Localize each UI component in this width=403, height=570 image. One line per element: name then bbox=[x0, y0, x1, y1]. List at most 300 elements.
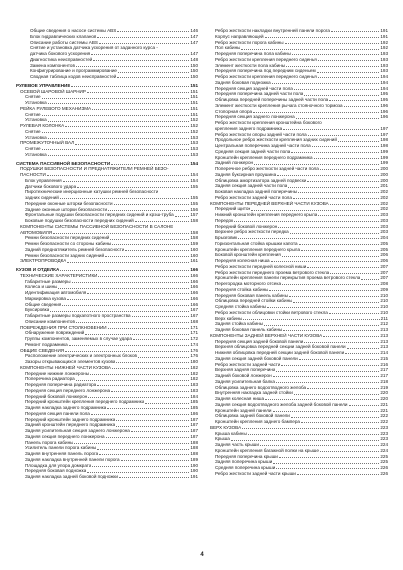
toc-entry-title: Верх кабины bbox=[215, 315, 243, 321]
toc-entry-title: Стопорная опора bbox=[215, 108, 253, 114]
toc-entry-title: Передняя поперечина пола кабины bbox=[215, 51, 291, 56]
toc-page-number: 217 bbox=[380, 373, 388, 378]
toc-page-number: 166 bbox=[190, 278, 198, 284]
toc-dot-leader bbox=[77, 187, 189, 188]
toc-page-number: 226 bbox=[380, 465, 388, 470]
toc-dot-leader bbox=[304, 95, 379, 96]
toc-dot-leader bbox=[99, 454, 189, 455]
toc-entry-title: Передняя поперечина задней части пола bbox=[215, 91, 304, 97]
toc-dot-leader bbox=[114, 204, 190, 205]
toc-page-number: 197 bbox=[380, 125, 388, 131]
toc-dot-leader bbox=[145, 403, 189, 404]
toc-page-number: 195 bbox=[380, 91, 388, 97]
toc-entry-title: Передняя поперечина под передним сиденьем bbox=[215, 68, 316, 74]
toc-page-number: 199 bbox=[380, 160, 388, 166]
toc-dot-leader bbox=[248, 434, 380, 435]
toc-page-number: 158 bbox=[190, 218, 198, 223]
toc-entry-title: АВТОМОБИЛЯ bbox=[20, 229, 53, 235]
toc-entry-title: Верхнее ребро жесткости передка bbox=[215, 229, 289, 235]
toc-dot-leader bbox=[90, 374, 189, 375]
toc-dot-leader bbox=[71, 86, 189, 87]
toc-page-number: 223 bbox=[380, 430, 388, 436]
toc-entry-title: Ремни безопасности задних сидений bbox=[25, 252, 105, 258]
toc-entry-title: Габаритные размеры bbox=[25, 278, 71, 284]
toc-page-number: 196 bbox=[380, 114, 388, 120]
toc-dot-leader bbox=[116, 420, 189, 421]
toc-dot-leader bbox=[276, 468, 379, 469]
toc-entry-title: Элемент жесткости пола кабины bbox=[215, 62, 286, 68]
toc-page-number: 202 bbox=[380, 194, 388, 200]
toc-page-number: 171 bbox=[190, 330, 198, 336]
toc-entry-title: Задняя внутренняя панель порога bbox=[25, 451, 99, 456]
toc-dot-leader bbox=[272, 83, 380, 84]
toc-page-number: 152 bbox=[190, 117, 198, 123]
toc-dot-leader bbox=[276, 382, 379, 383]
toc-dot-leader bbox=[265, 37, 380, 38]
toc-dot-leader bbox=[175, 216, 190, 217]
toc-dot-leader bbox=[349, 405, 380, 406]
toc-entry-title: Кронштейн крепления панели перекрытия проема ветрового стекла bbox=[215, 275, 361, 281]
toc-entry-title: Задняя боковая панель кабины bbox=[215, 327, 283, 332]
toc-page-number: 187 bbox=[190, 433, 198, 439]
toc-page-number: 151 bbox=[190, 82, 198, 88]
toc-entry-title: Задняя часть крыши bbox=[215, 442, 259, 447]
toc-entry-title: Кронштейн крепления переднего подрамника bbox=[215, 154, 313, 160]
toc-dot-leader bbox=[69, 345, 190, 346]
toc-entry-title: Передняя секция задней части пола bbox=[215, 85, 293, 91]
toc-page-number: 190 bbox=[190, 468, 198, 474]
toc-entry-title: Ребро жесткости крепления переднего сиденья bbox=[215, 56, 317, 62]
toc-entry-title: Усилитель панели порога кабины bbox=[25, 445, 97, 451]
toc-dot-leader bbox=[48, 121, 190, 122]
toc-page-number: 176 bbox=[190, 347, 198, 353]
toc-entry-title: Облицовка амортизатора задней подвески bbox=[215, 177, 307, 183]
toc-page-number: 187 bbox=[190, 428, 198, 433]
toc-entry-title: Кронштейн крепления багажной полки на крыше bbox=[215, 447, 319, 453]
toc-dot-leader bbox=[291, 417, 379, 418]
page-number: 4 bbox=[200, 552, 204, 558]
toc-entry-title: Передняя секция переднего лонжерона bbox=[25, 387, 111, 393]
toc-dot-leader bbox=[289, 296, 379, 297]
toc-entry-title: Крыша bbox=[215, 436, 230, 442]
toc-dot-leader bbox=[91, 414, 189, 415]
toc-page-number: 192 bbox=[380, 39, 388, 45]
toc-dot-leader bbox=[251, 210, 379, 211]
toc-dot-leader bbox=[63, 181, 190, 182]
toc-entry-title: Ребро жесткости крепления переднего сиденья bbox=[215, 74, 317, 79]
toc-dot-leader bbox=[260, 445, 379, 446]
toc-page-number: 185 bbox=[190, 405, 198, 410]
toc-entry-title: КОМПОНЕНТЫ НИЖНЕЙ ЧАСТИ КУЗОВА bbox=[20, 364, 111, 370]
toc-page-number: 223 bbox=[380, 436, 388, 442]
toc-entry-title: Идентификация автомобиля bbox=[25, 290, 87, 295]
toc-dot-leader bbox=[91, 54, 189, 55]
toc-page-number: 158 bbox=[190, 229, 198, 235]
toc-dot-leader bbox=[105, 256, 189, 257]
toc-page-number: 194 bbox=[380, 74, 388, 79]
toc-dot-leader bbox=[53, 233, 189, 234]
toc-dot-leader bbox=[285, 43, 380, 44]
toc-page-number: 193 bbox=[380, 68, 388, 74]
toc-page-number: 187 bbox=[190, 416, 198, 422]
toc-entry-title: Средняя поперечина крыши bbox=[215, 465, 276, 470]
toc-dot-leader bbox=[238, 238, 379, 239]
toc-dot-leader bbox=[290, 233, 380, 234]
toc-dot-leader bbox=[106, 437, 190, 438]
toc-entry-title: ВЕРХ КУЗОВА bbox=[210, 424, 242, 430]
toc-dot-leader bbox=[108, 328, 190, 329]
toc-entry-title: Боковые подушки безопасности передних сидений bbox=[25, 218, 134, 223]
toc-dot-leader bbox=[97, 385, 189, 386]
toc-entry-title: Датчики бокового удара bbox=[25, 183, 77, 189]
toc-page-number: 160 bbox=[190, 246, 198, 252]
toc-page-number: 188 bbox=[190, 445, 198, 451]
toc-dot-leader bbox=[135, 221, 190, 222]
toc-page-number: 214 bbox=[380, 350, 388, 355]
toc-page-number: 220 bbox=[380, 396, 388, 401]
toc-entry-title: Элемент жесткости крепления рычага стояночного тормоза bbox=[215, 102, 343, 108]
toc-dot-leader bbox=[42, 149, 190, 150]
toc-page-number: 207 bbox=[380, 263, 388, 269]
toc-page-number: 155 bbox=[190, 195, 198, 200]
toc-dot-leader bbox=[293, 198, 379, 199]
toc-entry-title: Снятие и установка датчика ускорения от заданного курса - bbox=[30, 45, 158, 51]
toc-page-number: 193 bbox=[380, 56, 388, 62]
toc-dot-leader bbox=[345, 353, 379, 354]
toc-page-number: 213 bbox=[380, 338, 388, 344]
toc-entry-title: Снятие bbox=[25, 128, 41, 134]
toc-page-number: 219 bbox=[380, 384, 388, 390]
toc-dot-leader bbox=[329, 100, 379, 101]
toc-dot-leader bbox=[93, 60, 189, 61]
toc-dot-leader bbox=[88, 397, 189, 398]
toc-page-number: 180 bbox=[190, 359, 198, 364]
toc-dot-leader bbox=[320, 169, 380, 170]
toc-page-number: 217 bbox=[380, 367, 388, 373]
toc-dot-leader bbox=[76, 322, 189, 323]
toc-entry-title: Облицовка задней боковой панели bbox=[215, 413, 290, 419]
toc-dot-leader bbox=[296, 118, 380, 119]
toc-dot-leader bbox=[301, 250, 379, 251]
toc-dot-leader bbox=[110, 239, 189, 240]
toc-dot-leader bbox=[314, 158, 380, 159]
toc-dot-leader bbox=[87, 92, 189, 93]
toc-page-number: 203 bbox=[380, 229, 388, 235]
toc-entry-title: Передний щиток bbox=[215, 206, 251, 212]
toc-entry-title: Ребро жесткости задней части bbox=[215, 361, 281, 367]
toc-page-number: 192 bbox=[380, 45, 388, 51]
toc-entry-title: Общие сведения bbox=[25, 301, 62, 307]
toc-page-number: 159 bbox=[190, 241, 198, 246]
toc-page-number: 185 bbox=[190, 399, 198, 405]
toc-page-number: 222 bbox=[380, 419, 388, 424]
toc-page-number: 193 bbox=[380, 51, 388, 56]
toc-page-number: 191 bbox=[380, 33, 388, 39]
toc-entry-title: Установка bbox=[25, 151, 47, 157]
toc-page-number: 213 bbox=[380, 344, 388, 350]
toc-page-number: 150 bbox=[190, 68, 198, 74]
toc-page-number: 154 bbox=[190, 172, 198, 177]
toc-page-number: 167 bbox=[190, 313, 198, 318]
toc-dot-leader bbox=[111, 164, 189, 165]
toc-page-number: 161 bbox=[190, 258, 198, 264]
toc-entry-title: Расположение электрических и электронных блоков bbox=[25, 353, 137, 359]
toc-entry-title: Передние нижние лонжероны bbox=[25, 370, 89, 376]
toc-entry-title: Ребро жесткости опоры задней части пола bbox=[215, 131, 307, 137]
toc-page-number: 216 bbox=[380, 361, 388, 367]
toc-page-number: 213 bbox=[380, 327, 388, 332]
toc-entry-title: Кронштейн крепления переднего крыла bbox=[215, 246, 301, 252]
toc-entry-title: Кронштейн крепления заднего бампера bbox=[215, 419, 300, 424]
toc-page-number: 186 bbox=[190, 410, 198, 416]
toc-dot-leader bbox=[125, 250, 189, 251]
toc-entry-title: Задняя секция переднего лонжерона bbox=[25, 433, 105, 439]
toc-entry-title: Передок bbox=[215, 217, 234, 223]
toc-dot-leader bbox=[323, 336, 379, 337]
toc-page-number: 182 bbox=[190, 376, 198, 382]
toc-dot-leader bbox=[92, 466, 189, 467]
toc-dot-leader bbox=[87, 293, 189, 294]
toc-entry-title: Перегородка моторного отсека bbox=[215, 281, 282, 286]
toc-dot-leader bbox=[117, 77, 189, 78]
toc-page-number: 194 bbox=[380, 85, 388, 91]
toc-dot-leader bbox=[330, 273, 379, 274]
toc-dot-leader bbox=[99, 43, 189, 44]
toc-entry-title: Ребро жесткости порога кабины bbox=[215, 39, 284, 45]
toc-page-number: 224 bbox=[380, 442, 388, 447]
toc-dot-leader bbox=[65, 126, 189, 127]
toc-page-number: 188 bbox=[190, 439, 198, 445]
toc-page-number: 212 bbox=[380, 321, 388, 327]
toc-entry-title: Снятие bbox=[25, 94, 41, 100]
toc-entry-title: Фронтальные подушки безопасности передних сидений и крэш-труба bbox=[25, 212, 174, 218]
toc-dot-leader bbox=[307, 388, 379, 389]
toc-entry-title: Центральная поперечина задней части пола bbox=[215, 143, 311, 148]
toc-entry-title: Снятие bbox=[25, 146, 41, 151]
toc-entry-title: Конфигурирование и программирование bbox=[30, 68, 117, 74]
toc-dot-leader bbox=[273, 376, 380, 377]
toc-page-number: 203 bbox=[380, 217, 388, 223]
toc-entry-title: Передний кронштейн заднего подрамника bbox=[25, 416, 116, 422]
toc-entry-title: Ребро жесткости накладки внутренней панели порога bbox=[215, 28, 330, 33]
toc-entry-title: Нижняя облицовка передней секции задней боковой панели bbox=[215, 350, 345, 355]
toc-entry-title: КОМПОНЕНТЫ ПЕРЕДНЕЙ ВЕРХНЕЙ ЧАСТИ КУЗОВА bbox=[210, 200, 329, 206]
toc-dot-leader bbox=[132, 316, 190, 317]
toc-dot-leader bbox=[118, 72, 189, 73]
toc-dot-leader bbox=[48, 155, 190, 156]
toc-dot-leader bbox=[92, 109, 189, 110]
toc-page-number: 196 bbox=[380, 108, 388, 114]
toc-dot-leader bbox=[264, 325, 379, 326]
toc-page-number: 151 bbox=[190, 100, 198, 105]
toc-page-number: 209 bbox=[380, 286, 388, 292]
toc-entry-title: Облицовка передней поперечины задней части пола bbox=[215, 97, 329, 102]
toc-page-number: 200 bbox=[380, 177, 388, 183]
toc-entry-title: Передняя боковая подножка bbox=[25, 468, 87, 474]
toc-entry-title: Описание компонентов bbox=[25, 318, 75, 324]
toc-page-number: 207 bbox=[380, 275, 388, 281]
toc-entry-title: КОМПОНЕНТЫ СИСТЕМЫ ПАССИВНОЙ БЕЗОПАСНОСТИ В САЛОНЕ bbox=[20, 223, 174, 229]
toc-page-number: 222 bbox=[380, 413, 388, 419]
toc-dot-leader bbox=[67, 299, 189, 300]
toc-entry-title: Боковая накладка задней поперечины bbox=[215, 189, 298, 194]
toc-dot-leader bbox=[286, 66, 379, 67]
toc-dot-leader bbox=[87, 472, 189, 473]
toc-entry-title: Задний преднатяжитель ремней безопасности bbox=[25, 246, 125, 252]
toc-dot-leader bbox=[304, 342, 379, 343]
toc-entry-title: Облицовка заднего водоотводного желоба bbox=[215, 384, 307, 390]
toc-page-number: 152 bbox=[190, 123, 198, 128]
toc-entry-title: Буксировка bbox=[25, 307, 50, 313]
toc-page-number: 166 bbox=[190, 301, 198, 307]
toc-entry-title: Ребро жесткости задней части крыши bbox=[215, 470, 296, 476]
toc-page-number: 225 bbox=[380, 453, 388, 459]
toc-page-number: 198 bbox=[380, 143, 388, 148]
toc-page-number: 210 bbox=[380, 292, 388, 298]
toc-entry-title: Боковой кронштейн крепления bbox=[215, 252, 281, 258]
toc-entry-title: Средняя стойка кабины bbox=[215, 304, 266, 309]
toc-page-number: 221 bbox=[380, 401, 388, 407]
toc-dot-leader bbox=[273, 411, 380, 412]
toc-entry-title: Общие сведения о насосе системы ABS bbox=[30, 28, 117, 33]
toc-entry-title: Передняя боковая панель кабины bbox=[215, 292, 288, 298]
toc-entry-title: Брызговик bbox=[215, 235, 238, 240]
toc-page-number: 193 bbox=[380, 62, 388, 68]
toc-dot-leader bbox=[320, 451, 379, 452]
toc-dot-leader bbox=[299, 244, 380, 245]
toc-page-number: 187 bbox=[190, 422, 198, 428]
toc-page-number: 150 bbox=[190, 62, 198, 68]
toc-page-number: 194 bbox=[380, 79, 388, 85]
toc-dot-leader bbox=[74, 443, 189, 444]
toc-entry-title: Передняя секция заднего лонжерона bbox=[215, 114, 295, 120]
toc-page-number: 223 bbox=[380, 424, 388, 430]
toc-page-number: 154 bbox=[190, 160, 198, 166]
toc-dot-leader bbox=[269, 290, 379, 291]
toc-dot-leader bbox=[241, 49, 379, 50]
toc-page-number: 147 bbox=[190, 51, 198, 56]
toc-page-number: 221 bbox=[380, 407, 388, 413]
toc-entry-title: Верхняя облицовка передней секции задней боковой панели bbox=[215, 344, 346, 350]
toc-dot-leader bbox=[288, 187, 379, 188]
toc-page-number: 153 bbox=[190, 140, 198, 146]
toc-entry-title: Задняя усилительная балка bbox=[215, 378, 275, 384]
toc-entry-title: Облицовка передней стойки кабины bbox=[215, 298, 293, 304]
toc-entry-title: Поперечина радиатора bbox=[25, 376, 75, 382]
toc-entry-title: Кронштейн задней панели bbox=[215, 407, 272, 413]
toc-page-number: 203 bbox=[380, 223, 388, 229]
toc-entry-title: Установка bbox=[25, 134, 47, 140]
toc-entry-title: ЭЛЕКТРОПРОВОДКА bbox=[20, 258, 67, 264]
toc-page-number: 183 bbox=[190, 387, 198, 393]
toc-page-number: 171 bbox=[190, 324, 198, 330]
toc-page-number: 160 bbox=[190, 252, 198, 258]
toc-dot-leader bbox=[138, 357, 189, 358]
toc-dot-leader bbox=[60, 198, 190, 199]
toc-page-number: 150 bbox=[190, 74, 198, 79]
toc-entry-title: Пол кабины bbox=[215, 45, 241, 51]
toc-entry-title: Верхняя задняя поперечина bbox=[215, 367, 276, 373]
toc-page-number: 156 bbox=[190, 206, 198, 212]
toc-page-number: 205 bbox=[380, 246, 388, 252]
toc-entry-title: СИСТЕМА ПАССИВНОЙ БЕЗОПАСНОСТИ bbox=[16, 160, 111, 166]
toc-entry bbox=[206, 471, 388, 477]
toc-dot-leader bbox=[291, 152, 379, 153]
toc-page-number: 213 bbox=[380, 332, 388, 338]
toc-dot-leader bbox=[112, 244, 189, 245]
toc-dot-leader bbox=[277, 175, 379, 176]
toc-entry-title: Поперечное ребро жесткости задней части пола bbox=[215, 166, 319, 171]
toc-entry-title: Описание работы системы ABS bbox=[30, 39, 98, 45]
toc-page-number: 195 bbox=[380, 97, 388, 102]
toc-entry-title: ТЕХНИЧЕСКИЕ ХАРАКТЕРИСТИКИ bbox=[20, 272, 98, 278]
toc-entry-title: Ребро жесткости передней колесной ниши bbox=[215, 263, 307, 269]
toc-dot-leader bbox=[107, 408, 189, 409]
toc-entry-title: задних сидений bbox=[25, 195, 59, 200]
toc-dot-leader bbox=[338, 141, 379, 142]
toc-entry-title: Замена компонентов bbox=[30, 62, 75, 68]
toc-entry-title: Задняя поперечина крыши bbox=[215, 459, 273, 465]
toc-page-number: 158 bbox=[190, 235, 198, 241]
toc-dot-leader bbox=[133, 339, 189, 340]
toc-page-number: 146 bbox=[190, 28, 198, 33]
toc-dot-leader bbox=[58, 288, 189, 289]
toc-dot-leader bbox=[294, 89, 380, 90]
toc-entry-title: ОБЩИЕ СВЕДЕНИЯ bbox=[20, 347, 65, 353]
toc-page-number: 166 bbox=[190, 290, 198, 295]
toc-entry-title: Горизонтальная стойка крышки капота bbox=[215, 240, 298, 246]
toc-dot-leader bbox=[97, 37, 189, 38]
toc-entry-title: РУЛЕВАЯ КОЛОНКА bbox=[20, 123, 65, 128]
toc-page-number: 207 bbox=[380, 269, 388, 275]
toc-dot-leader bbox=[330, 204, 380, 205]
toc-page-number: 203 bbox=[380, 212, 388, 217]
toc-page-number: 224 bbox=[380, 447, 388, 453]
toc-entry-title: Ребро жесткости облицовки стойки ветрового стекла bbox=[215, 309, 328, 315]
toc-dot-leader bbox=[344, 106, 380, 107]
toc-dot-leader bbox=[271, 261, 380, 262]
toc-entry-title: ПОВРЕЖДЕНИЯ ПРИ СТОЛКНОВЕНИИ bbox=[20, 324, 107, 330]
toc-entry-title: Ремонт подрамника bbox=[25, 341, 68, 347]
toc-dot-leader bbox=[267, 307, 379, 308]
toc-page-number: 147 bbox=[190, 33, 198, 39]
toc-entry-title: Передние оконные шторки безопасности bbox=[25, 200, 113, 206]
toc-dot-leader bbox=[131, 431, 189, 432]
toc-dot-leader bbox=[116, 362, 189, 363]
toc-dot-leader bbox=[98, 276, 189, 277]
toc-dot-leader bbox=[298, 192, 379, 193]
toc-entry-title: Ремни безопасности со стороны кабины bbox=[25, 241, 112, 246]
toc-dot-leader bbox=[282, 256, 380, 257]
toc-entry-title: Задний лонжерон bbox=[215, 160, 254, 166]
toc-dot-leader bbox=[42, 98, 190, 99]
toc-page-number: 151 bbox=[190, 111, 198, 117]
toc-dot-leader bbox=[293, 302, 379, 303]
toc-page-number: 176 bbox=[190, 353, 198, 359]
toc-entry-title: Задняя колесная ниша bbox=[215, 396, 265, 401]
toc-page-number: 191 bbox=[380, 28, 388, 33]
toc-entry-title: датчика бокового ускорения bbox=[30, 51, 91, 56]
toc-dot-leader bbox=[47, 175, 190, 176]
toc-page-number: 151 bbox=[190, 94, 198, 100]
toc-page-number: 220 bbox=[380, 390, 388, 396]
toc-dot-leader bbox=[299, 359, 380, 360]
toc-entry-title: Передняя поперечина крыши bbox=[215, 453, 278, 459]
toc-dot-leader bbox=[361, 279, 379, 280]
toc-dot-leader bbox=[116, 426, 189, 427]
toc-dot-leader bbox=[318, 215, 379, 216]
toc-entry-title: Задняя буксирная проушина bbox=[215, 171, 277, 177]
